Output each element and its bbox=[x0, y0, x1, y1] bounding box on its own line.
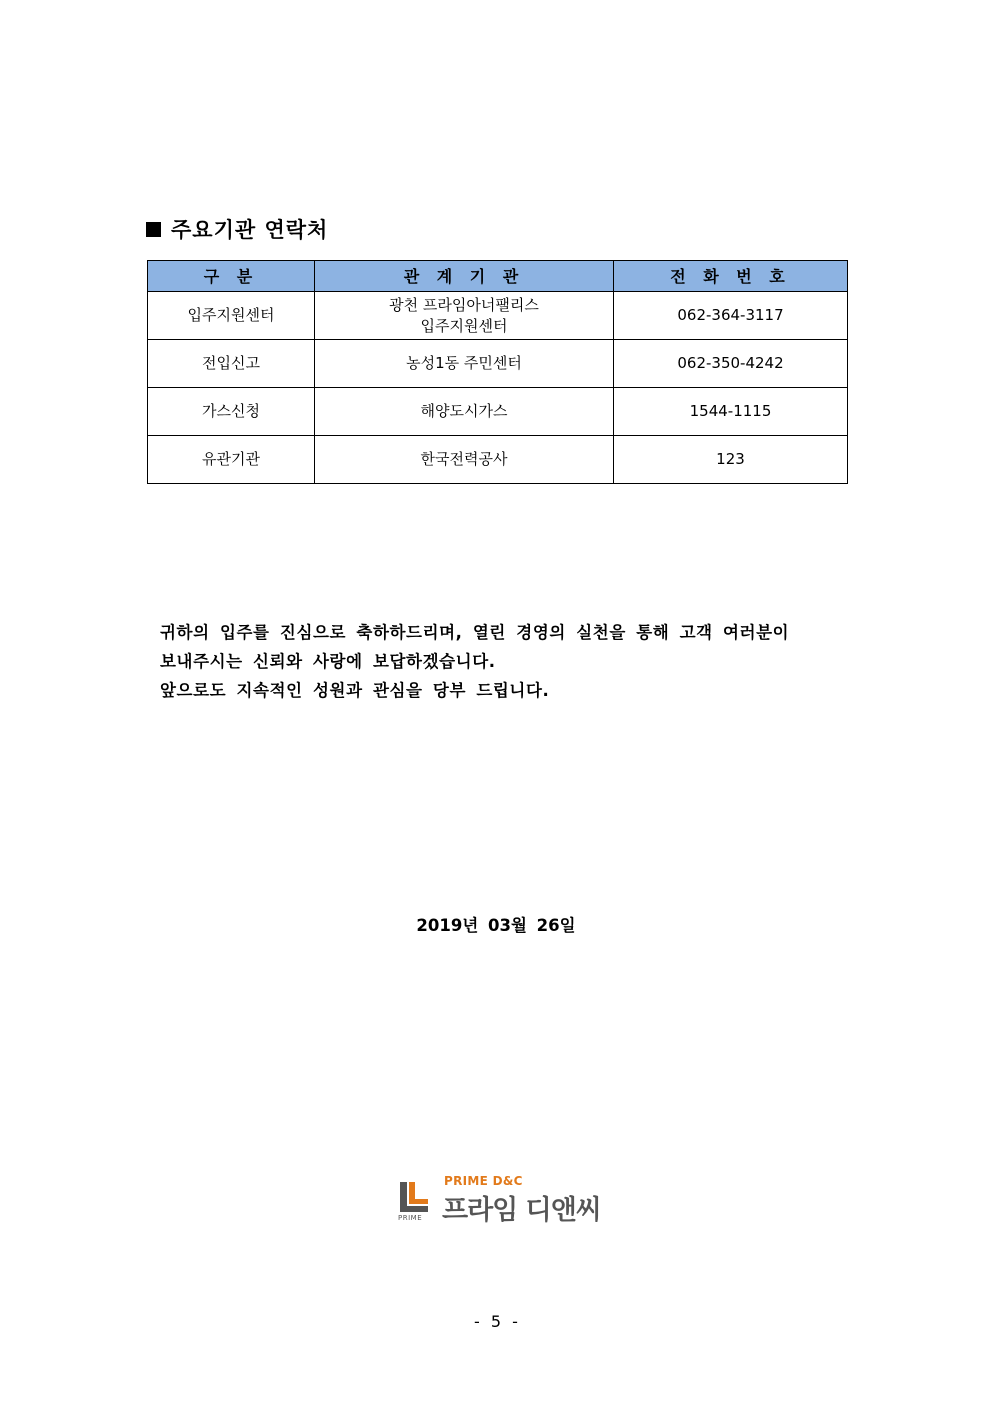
header-phone: 전 화 번 호 bbox=[614, 261, 848, 292]
table-header-row bbox=[148, 261, 848, 292]
company-logo bbox=[398, 1174, 601, 1226]
logo-small-text: PRIME bbox=[398, 1214, 423, 1222]
section-heading bbox=[146, 214, 328, 244]
message-line: 앞으로도 지속적인 성원과 관심을 당부 드립니다. bbox=[160, 681, 550, 700]
cell-organization bbox=[315, 292, 614, 340]
square-bullet-icon bbox=[146, 222, 161, 237]
cell-phone: 062-364-3117 bbox=[614, 292, 848, 340]
table-row bbox=[148, 436, 848, 484]
organization-line: 광천 프라임아너팰리스 bbox=[389, 295, 539, 314]
header-category: 구 분 bbox=[148, 261, 315, 292]
document-date: 2019년 03월 26일 bbox=[416, 916, 576, 935]
message-line: 귀하의 입주를 진심으로 축하하드리며, 열린 경영의 실천을 통해 고객 여러분이 bbox=[160, 623, 790, 642]
greeting-message bbox=[160, 618, 789, 705]
logo-english-name: PRIME D&C bbox=[444, 1174, 523, 1188]
cell-category: 입주지원센터 bbox=[148, 292, 315, 340]
cell-category: 전입신고 bbox=[148, 340, 315, 388]
cell-organization: 농성1동 주민센터 bbox=[315, 340, 614, 388]
header-organization: 관 계 기 관 bbox=[315, 261, 614, 292]
contacts-table bbox=[147, 260, 848, 484]
page-number: - 5 - bbox=[474, 1312, 518, 1331]
cell-category: 가스신청 bbox=[148, 388, 315, 436]
logo-korean-name: 프라임 디앤씨 bbox=[442, 1195, 601, 1226]
message-line: 보내주시는 신뢰와 사랑에 보답하겠습니다. bbox=[160, 652, 496, 671]
table-row bbox=[148, 340, 848, 388]
cell-organization: 해양도시가스 bbox=[315, 388, 614, 436]
cell-category: 유관기관 bbox=[148, 436, 315, 484]
cell-phone: 1544-1115 bbox=[614, 388, 848, 436]
cell-phone: 062-350-4242 bbox=[614, 340, 848, 388]
organization-line: 입주지원센터 bbox=[420, 316, 508, 335]
cell-phone: 123 bbox=[614, 436, 848, 484]
table-row bbox=[148, 292, 848, 340]
section-title: 주요기관 연락처 bbox=[171, 218, 329, 242]
cell-organization: 한국전력공사 bbox=[315, 436, 614, 484]
table-row bbox=[148, 388, 848, 436]
